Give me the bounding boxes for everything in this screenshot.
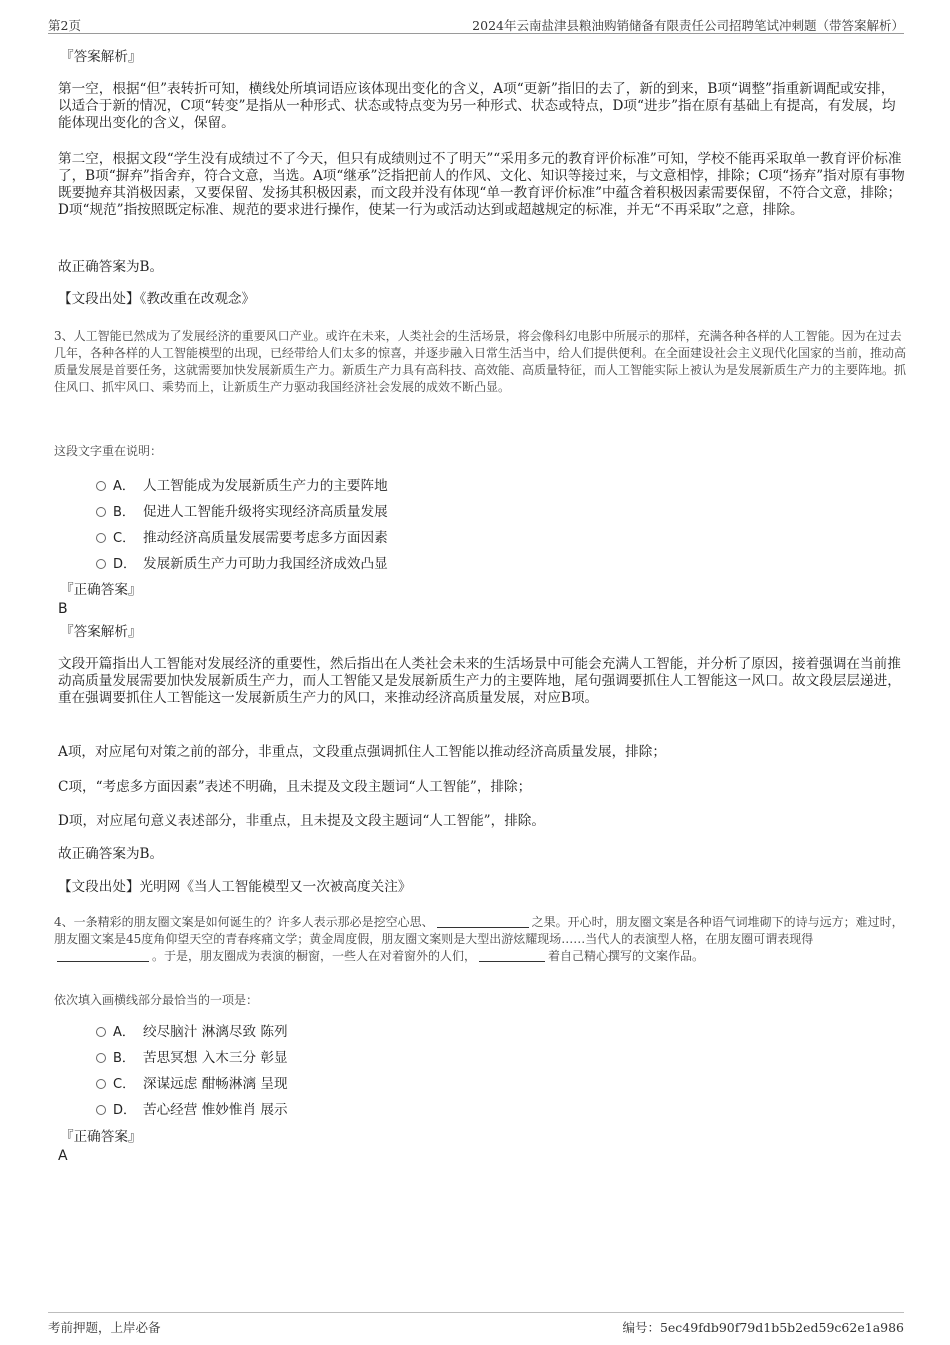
analysis-label: 『答案解析』 [60,49,142,65]
option-b[interactable]: B． 苦思冥想 入木三分 彰显 [96,1048,288,1068]
analysis-paragraph: D项，对应尾句意义表述部分，非重点，且未提及文段主题词“人工智能”，排除。 [58,813,545,829]
page-number: 第2页 [48,18,81,33]
option-c[interactable]: C． 深谋远虑 酣畅淋漓 呈现 [96,1074,288,1094]
radio-icon[interactable] [96,481,106,491]
page-footer [48,1312,904,1336]
passage-source: 【文段出处】《教改重在改观念》 [58,291,256,307]
correct-answer-label: 『正确答案』 [60,582,142,598]
option-d[interactable]: D． 苦心经营 惟妙惟肖 展示 [96,1100,288,1120]
analysis-paragraph: C项，“考虑多方面因素”表述不明确，且未提及文段主题词“人工智能”，排除； [58,779,532,795]
option-a[interactable]: A． 人工智能成为发展新质生产力的主要阵地 [96,476,388,496]
correct-answer-label: 『正确答案』 [60,1129,142,1145]
correct-answer: B [58,601,68,617]
fill-blank [437,917,529,928]
footer-slogan: 考前押题，上岸必备 [48,1320,161,1335]
analysis-paragraph: 第二空，根据文段“学生没有成绩过不了今天，但只有成绩则过不了明天”“采用多元的教育评价标准”可知，学校不能再采取单一教育评价标准了，B项“摒弃”指舍弃，符合文意，当选。A项“继承”泛指把前人的作风、文化、知识等接过来，与文意相悖，排除；C项“扬弃”指对原有事物既要抛弃其消极因素，又要保留、发扬其积极因素，而文段并没有体现“单一教育评价标准”中蕴含着积极因素需要保留，不符合文意，排除；D项“规范”指按照既定标准、规范的要求进行操作，使某一行为或活动达到或超越规定的标准，并无“不再采取”之意，排除。 [58,151,905,218]
fill-blank [479,951,545,962]
option-c[interactable]: C． 推动经济高质量发展需要考虑多方面因素 [96,528,388,548]
answer-conclusion: 故正确答案为B。 [58,846,164,862]
radio-icon[interactable] [96,1053,106,1063]
fill-blank [57,951,149,962]
option-d[interactable]: D． 发展新质生产力可助力我国经济成效凸显 [96,554,388,574]
option-b[interactable]: B． 促进人工智能升级将实现经济高质量发展 [96,502,388,522]
radio-icon[interactable] [96,559,106,569]
radio-icon[interactable] [96,507,106,517]
question-text: 3、人工智能已然成为了发展经济的重要风口产业。或许在未来，人类社会的生活场景，将会像科幻电影中所展示的那样，充满各种各样的人工智能。因为在过去几年，各种各样的人工智能模型的出现，已经带给人们太多的惊喜，并逐步融入日常生活当中，给人们提供便利。在全面建设社会主义现代化国家的当前，推动高质量发展是首要任务，这就需要加快发展新质生产力。新质生产力具有高科技、高效能、高质量特征，而人工智能实际上被认为是发展新质生产力的主要阵地。抓住风口、抓牢风口、乘势而上，让新质生产力驱动我国经济社会发展的成效不断凸显。 [54,329,907,394]
radio-icon[interactable] [96,1027,106,1037]
analysis-paragraph: 第一空，根据“但”表转折可知，横线处所填词语应该体现出变化的含义，A项“更新”指旧的去了，新的到来，B项“调整”指重新调配或安排，以适合于新的情况，C项“转变”是指从一种形式、状态或特点变为另一种形式、状态或特点，D项“进步”指在原有基础上有提高，有发展，均能体现出变化的含义，保留。 [58,81,896,131]
radio-icon[interactable] [96,1079,106,1089]
passage-source: 【文段出处】光明网《当人工智能模型又一次被高度关注》 [58,879,412,895]
question-prompt: 这段文字重在说明： [54,444,163,458]
document-id: 编号：5ec49fdb90f79d1b5b2ed59c62e1a986 [622,1320,904,1335]
document-title: 2024年云南盐津县粮油购销储备有限责任公司招聘笔试冲刺题（带答案解析） [472,18,904,33]
correct-answer: A [58,1148,68,1164]
question-prompt: 依次填入画横线部分最恰当的一项是： [54,993,259,1007]
page-header [48,14,904,34]
radio-icon[interactable] [96,533,106,543]
analysis-paragraph: 文段开篇指出人工智能对发展经济的重要性，然后指出在人类社会未来的生活场景中可能会充满人工智能，并分析了原因，接着强调在当前推动高质量发展需要加快发展新质生产力，而人工智能又是发展新质生产力的主要阵地，尾句强调要抓住人工智能这一风口。故文段层层递进，重在强调要抓住人工智能这一发展新质生产力的风口，来推动经济高质量发展，对应B项。 [58,656,901,706]
analysis-paragraph: A项，对应尾句对策之前的部分，非重点，文段重点强调抓住人工智能以推动经济高质量发展，排除； [58,744,666,760]
radio-icon[interactable] [96,1105,106,1115]
answer-conclusion: 故正确答案为B。 [58,259,164,275]
option-a[interactable]: A． 绞尽脑汁 淋漓尽致 陈列 [96,1022,288,1042]
analysis-label: 『答案解析』 [60,624,142,640]
question-text: 4、一条精彩的朋友圈文案是如何诞生的？许多人表示那必是挖空心思、 之果。开心时，朋友圈文案是各种语气词堆砌下的诗与远方；难过时，朋友圈文案是45度角仰望天空的青春疼痛文学；黄金周度假，朋友圈文案则是大型出游炫耀现场……当代人的表演型人格，在朋友圈可谓表现得。于是，朋友圈成为表演的橱窗，一些人在对着窗外的人们， 着自己精心撰写的文案作品。 [54,915,904,963]
